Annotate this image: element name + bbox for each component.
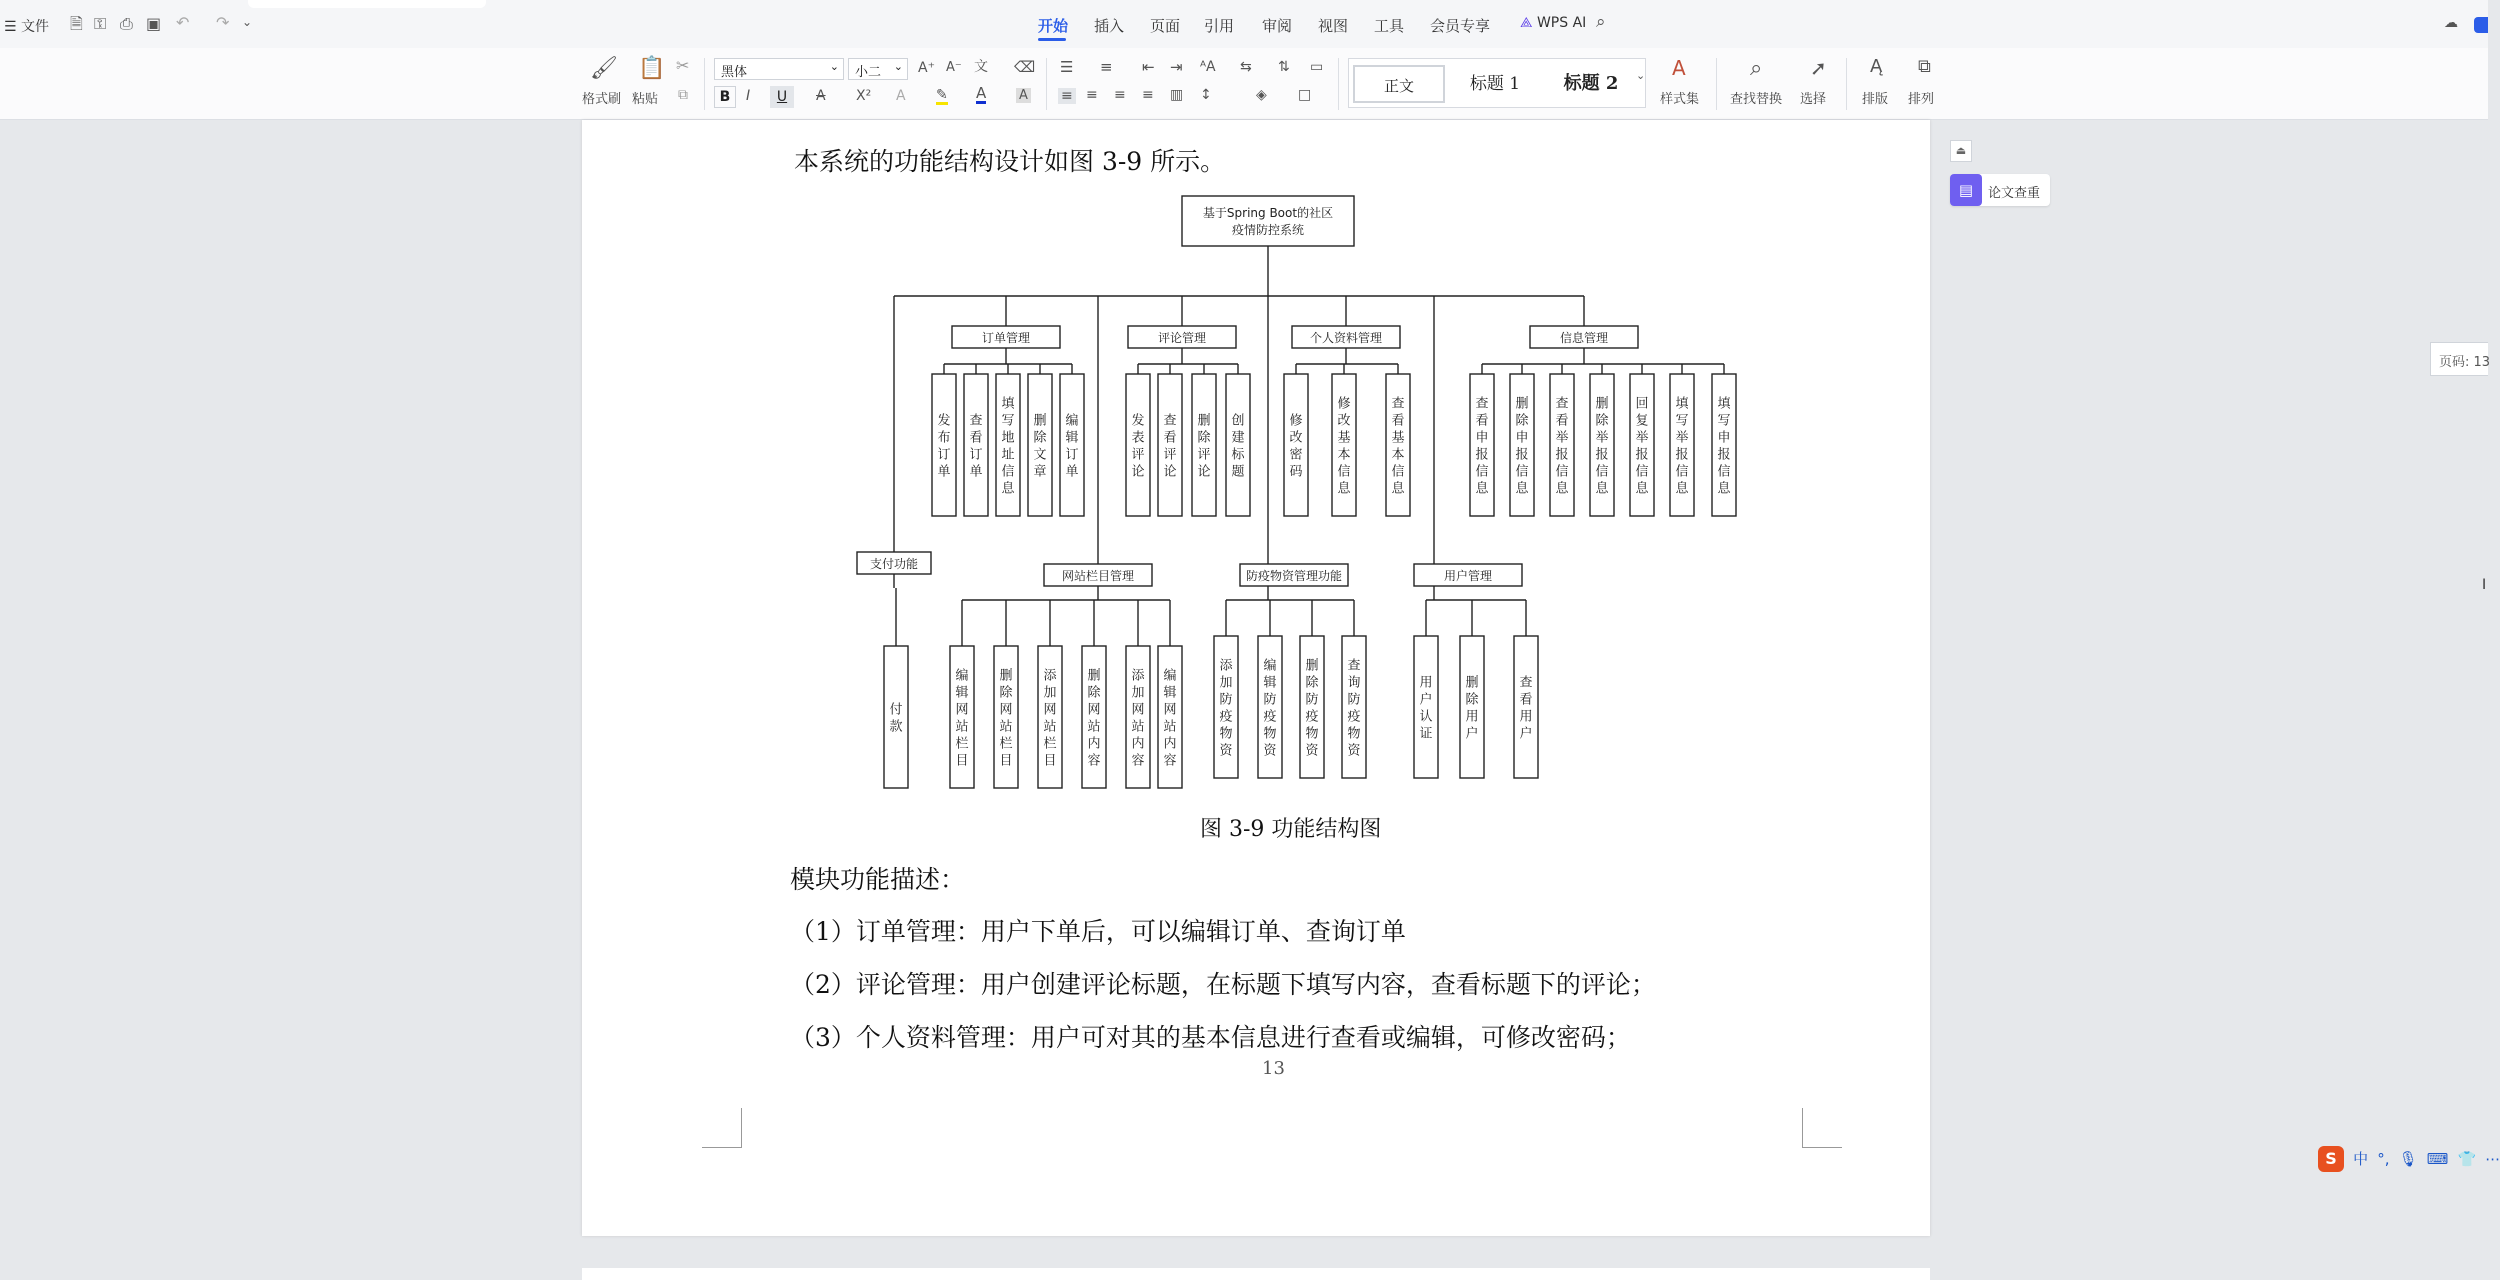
sogou-logo-icon: S bbox=[2318, 1146, 2344, 1172]
leaf-char: 发 bbox=[937, 413, 951, 429]
numbered-list-icon[interactable]: ≡ bbox=[1100, 58, 1113, 76]
leaf-char: 除 bbox=[1305, 675, 1319, 691]
strikethrough-icon[interactable]: A bbox=[816, 88, 826, 104]
top-group-label: 信息管理 bbox=[1559, 331, 1609, 345]
bottom-group-label: 支付功能 bbox=[869, 557, 919, 571]
leaf-char: 证 bbox=[1419, 726, 1433, 742]
leaf-char: 看 bbox=[1391, 413, 1405, 429]
shading-icon[interactable]: ◈ bbox=[1256, 87, 1267, 103]
print-icon[interactable]: ⎙ bbox=[120, 14, 133, 33]
leaf-char: 容 bbox=[1163, 753, 1177, 769]
leaf-char: 款 bbox=[889, 719, 903, 735]
leaf-char: 内 bbox=[1163, 736, 1177, 752]
leaf-char: 站 bbox=[1043, 719, 1057, 735]
leaf-char: 看 bbox=[969, 430, 983, 446]
leaf-char: 评 bbox=[1131, 447, 1145, 463]
mouse-cursor-icon: I bbox=[2482, 577, 2487, 593]
leaf-char: 删 bbox=[1515, 396, 1529, 412]
leaf-char: 信 bbox=[1635, 464, 1649, 480]
select-button[interactable]: 选择 bbox=[1800, 92, 1827, 107]
leaf-char: 站 bbox=[999, 719, 1013, 735]
tab-1[interactable]: 插入 bbox=[1094, 17, 1125, 35]
leaf-char: 除 bbox=[1515, 413, 1529, 429]
leaf-char: 疫 bbox=[1347, 709, 1361, 725]
leaf-char: 息 bbox=[1337, 481, 1351, 497]
page-number: 13 bbox=[1262, 1058, 1285, 1079]
more-icon[interactable]: ⋯ bbox=[2485, 1150, 2500, 1168]
search-icon[interactable]: ⌕ bbox=[1596, 12, 1606, 32]
wps-ai-button[interactable]: ⟁ WPS AI bbox=[1520, 15, 1587, 31]
leaf-char: 息 bbox=[1675, 481, 1689, 497]
format-painter-icon: 🖌 bbox=[590, 56, 618, 81]
leaf-char: 辑 bbox=[1065, 430, 1079, 446]
tab-7[interactable]: 会员专享 bbox=[1430, 17, 1491, 35]
leaf-char: 信 bbox=[1001, 464, 1015, 480]
leaf-char: 疫 bbox=[1305, 709, 1319, 725]
align-left-icon[interactable]: ≡ bbox=[1058, 88, 1076, 104]
layout-button[interactable]: 排版 bbox=[1862, 92, 1889, 107]
wps-ai-icon: ⟁ bbox=[1520, 15, 1533, 31]
undo-icon[interactable]: ↶ bbox=[176, 13, 190, 32]
leaf-char: 删 bbox=[999, 668, 1013, 684]
leaf-char: 息 bbox=[1555, 481, 1569, 497]
page-indicator: 页码: 13 bbox=[2430, 342, 2488, 376]
cut-icon[interactable]: ✂ bbox=[676, 56, 690, 75]
leaf-char: 报 bbox=[1515, 447, 1529, 463]
leaf-char: 举 bbox=[1555, 430, 1569, 446]
bottom-group-label: 防疫物资管理功能 bbox=[1245, 569, 1343, 583]
leaf-char: 目 bbox=[1043, 753, 1057, 769]
leaf-char: 报 bbox=[1595, 447, 1609, 463]
bottom-group-label: 网站栏目管理 bbox=[1061, 569, 1135, 583]
text-direction-icon[interactable]: ᴬA bbox=[1200, 59, 1216, 75]
leaf-char: 息 bbox=[1001, 481, 1015, 497]
leaf-char: 举 bbox=[1595, 430, 1609, 446]
distributed-icon[interactable]: ▥ bbox=[1170, 87, 1184, 103]
document-tab[interactable] bbox=[248, 0, 486, 8]
line-spacing-icon[interactable]: ↕ bbox=[1200, 87, 1212, 103]
leaf-char: 基 bbox=[1337, 430, 1351, 446]
root-label-line1: 基于Spring Boot的社区 bbox=[1202, 206, 1334, 220]
leaf-char: 看 bbox=[1475, 413, 1489, 429]
root-box bbox=[1182, 196, 1354, 246]
leaf-char: 添 bbox=[1131, 668, 1145, 684]
leaf-char: 资 bbox=[1347, 743, 1361, 759]
sort-icon[interactable]: ⇅ bbox=[1278, 59, 1290, 75]
leaf-char: 本 bbox=[1337, 447, 1351, 463]
justify-icon[interactable]: ≡ bbox=[1142, 87, 1154, 103]
leaf-char: 目 bbox=[955, 753, 969, 769]
leaf-char: 用 bbox=[1519, 709, 1533, 725]
leaf-char: 网 bbox=[1163, 702, 1177, 718]
top-group-label: 订单管理 bbox=[981, 331, 1031, 345]
key-icon[interactable]: ⚿ bbox=[94, 14, 107, 33]
document-page[interactable] bbox=[582, 120, 1930, 1236]
document-check-icon: ▤ bbox=[1950, 174, 1982, 206]
style-gallery bbox=[1348, 58, 1646, 108]
leaf-char: 防 bbox=[1305, 692, 1319, 708]
punctuation-icon[interactable]: °, bbox=[2377, 1150, 2390, 1168]
leaf-char: 防 bbox=[1263, 692, 1277, 708]
leaf-char: 息 bbox=[1717, 481, 1731, 497]
leaf-char: 加 bbox=[1219, 675, 1233, 691]
leaf-char: 询 bbox=[1347, 675, 1361, 691]
layout-icon: Ą bbox=[1870, 56, 1883, 77]
style-set-button[interactable]: 样式集 bbox=[1660, 92, 1700, 107]
leaf-char: 除 bbox=[1197, 430, 1211, 446]
leaf-char: 章 bbox=[1033, 464, 1047, 480]
increase-indent-icon[interactable]: ⇥ bbox=[1170, 58, 1183, 76]
tab-0[interactable]: 开始 bbox=[1038, 17, 1069, 35]
leaf-char: 辑 bbox=[1163, 685, 1177, 701]
leaf-char: 论 bbox=[1197, 464, 1211, 480]
tab-4[interactable]: 审阅 bbox=[1262, 17, 1293, 35]
leaf-char: 删 bbox=[1197, 413, 1211, 429]
leaf-char: 编 bbox=[1163, 668, 1177, 684]
bottom-group-label: 用户管理 bbox=[1443, 569, 1493, 583]
leaf-char: 物 bbox=[1305, 726, 1319, 742]
top-group-label: 个人资料管理 bbox=[1309, 331, 1383, 345]
file-menu-button[interactable]: ☰ 文件 bbox=[4, 19, 50, 35]
leaf-char: 写 bbox=[1001, 413, 1015, 429]
active-tab-underline bbox=[1038, 38, 1066, 41]
align-center-icon[interactable]: ≡ bbox=[1086, 87, 1098, 103]
font-size-select[interactable]: 小二 ⌄ bbox=[848, 58, 908, 80]
character-shading-icon[interactable]: A bbox=[1016, 88, 1031, 103]
leaf-char: 容 bbox=[1131, 753, 1145, 769]
tab-6[interactable]: 工具 bbox=[1374, 17, 1405, 35]
leaf-char: 论 bbox=[1163, 464, 1177, 480]
microphone-icon[interactable]: 🎙 bbox=[2398, 1150, 2418, 1168]
leaf-char: 户 bbox=[1465, 726, 1479, 742]
leaf-char: 回 bbox=[1635, 396, 1649, 412]
tab-5[interactable]: 视图 bbox=[1318, 17, 1349, 35]
decrease-indent-icon[interactable]: ⇤ bbox=[1142, 58, 1155, 76]
leaf-char: 用 bbox=[1419, 675, 1433, 691]
leaf-char: 查 bbox=[1163, 413, 1177, 429]
leaf-char: 报 bbox=[1635, 447, 1649, 463]
leaf-char: 辑 bbox=[955, 685, 969, 701]
leaf-char: 创 bbox=[1231, 413, 1245, 429]
leaf-char: 除 bbox=[1033, 430, 1047, 446]
leaf-char: 添 bbox=[1219, 658, 1233, 674]
leaf-char: 加 bbox=[1043, 685, 1057, 701]
leaf-char: 户 bbox=[1419, 692, 1433, 708]
leaf-char: 写 bbox=[1717, 413, 1731, 429]
redo-icon[interactable]: ↷ bbox=[216, 13, 230, 32]
leaf-char: 报 bbox=[1717, 447, 1731, 463]
leaf-char: 信 bbox=[1717, 464, 1731, 480]
module-heading[interactable]: 模块功能描述： bbox=[790, 865, 966, 894]
paragraph-comment[interactable]: （2）评论管理：用户创建评论标题，在标题下填写内容，查看标题下的评论； bbox=[790, 970, 1656, 999]
grow-font-icon[interactable]: A⁺ bbox=[918, 60, 935, 76]
leaf-char: 除 bbox=[999, 685, 1013, 701]
leaf-char: 户 bbox=[1519, 726, 1533, 742]
leaf-char: 编 bbox=[1263, 658, 1277, 674]
leaf-char: 息 bbox=[1391, 481, 1405, 497]
clear-format-icon[interactable]: ⌫ bbox=[1014, 58, 1036, 76]
leaf-char: 布 bbox=[937, 430, 951, 446]
leaf-char: 申 bbox=[1475, 430, 1489, 446]
next-page[interactable] bbox=[582, 1268, 1930, 1280]
skin-icon[interactable]: 👕 bbox=[2457, 1150, 2477, 1168]
leaf-char: 地 bbox=[1001, 430, 1015, 446]
save-icon[interactable]: 🗎 bbox=[70, 14, 83, 33]
toolbar-divider bbox=[1046, 58, 1047, 110]
leaf-char: 栏 bbox=[999, 736, 1013, 752]
leaf-char: 内 bbox=[1131, 736, 1145, 752]
leaf-char: 单 bbox=[937, 464, 951, 480]
leaf-char: 息 bbox=[1475, 481, 1489, 497]
leaf-char: 申 bbox=[1515, 430, 1529, 446]
leaf-char: 资 bbox=[1219, 743, 1233, 759]
leaf-char: 订 bbox=[969, 447, 983, 463]
style-normal[interactable]: 正文 bbox=[1353, 65, 1445, 103]
find-replace-icon: ⌕ bbox=[1750, 56, 1763, 81]
superscript-icon[interactable]: X² bbox=[856, 88, 872, 104]
chevron-down-icon[interactable]: ⌄ bbox=[242, 15, 253, 29]
crop-mark-left bbox=[702, 1108, 742, 1148]
leaf-char: 物 bbox=[1263, 726, 1277, 742]
leaf-char: 用 bbox=[1465, 709, 1479, 725]
leaf-char: 信 bbox=[1675, 464, 1689, 480]
leaf-char: 查 bbox=[1519, 675, 1533, 691]
tab-3[interactable]: 引用 bbox=[1204, 17, 1235, 35]
title-bar bbox=[0, 0, 2488, 48]
leaf-char: 删 bbox=[1465, 675, 1479, 691]
leaf-char: 栏 bbox=[955, 736, 969, 752]
leaf-char: 站 bbox=[1163, 719, 1177, 735]
leaf-char: 写 bbox=[1675, 413, 1689, 429]
leaf-char: 站 bbox=[1087, 719, 1101, 735]
leaf-char: 论 bbox=[1131, 464, 1145, 480]
leaf-char: 除 bbox=[1465, 692, 1479, 708]
find-replace-button[interactable]: 查找替换 bbox=[1730, 92, 1783, 107]
leaf-char: 信 bbox=[1595, 464, 1609, 480]
keyboard-icon[interactable]: ⌨ bbox=[2426, 1150, 2449, 1168]
leaf-char: 栏 bbox=[1043, 736, 1057, 752]
line-spacing-options-icon[interactable]: ⇆ bbox=[1240, 59, 1252, 75]
leaf-char: 表 bbox=[1131, 430, 1145, 446]
leaf-char: 看 bbox=[1163, 430, 1177, 446]
leaf-char: 容 bbox=[1087, 753, 1101, 769]
leaf-char: 内 bbox=[1087, 736, 1101, 752]
toolbar-divider bbox=[1716, 58, 1717, 110]
leaf-char: 息 bbox=[1595, 481, 1609, 497]
toolbar-divider bbox=[1846, 58, 1847, 110]
leaf-char: 辑 bbox=[1263, 675, 1277, 691]
leaf-char: 题 bbox=[1231, 464, 1245, 480]
leaf-char: 防 bbox=[1219, 692, 1233, 708]
plagiarism-check-button[interactable]: ▤ 论文查重 bbox=[1950, 174, 2050, 206]
leaf-char: 填 bbox=[1675, 396, 1689, 412]
leaf-char: 删 bbox=[1087, 668, 1101, 684]
leaf-char: 除 bbox=[1595, 413, 1609, 429]
paragraph-order[interactable]: （1）订单管理：用户下单后，可以编辑订单、查询订单 bbox=[790, 917, 1406, 946]
cloud-sync-icon[interactable]: ☁ bbox=[2444, 15, 2458, 31]
crop-mark-right bbox=[1802, 1108, 1842, 1148]
leaf-char: 报 bbox=[1675, 447, 1689, 463]
leaf-char: 信 bbox=[1337, 464, 1351, 480]
font-color-icon[interactable]: A bbox=[976, 84, 987, 102]
leaf-char: 查 bbox=[1475, 396, 1489, 412]
leaf-char: 站 bbox=[1131, 719, 1145, 735]
leaf-char: 网 bbox=[999, 702, 1013, 718]
leaf-char: 资 bbox=[1263, 743, 1277, 759]
chevron-down-icon: ⌄ bbox=[893, 60, 903, 73]
leaf-char: 看 bbox=[1519, 692, 1533, 708]
arrange-icon: ⧉ bbox=[1918, 56, 1931, 77]
format-painter-button[interactable]: 格式刷 bbox=[582, 92, 622, 107]
leaf-char: 修 bbox=[1289, 413, 1303, 429]
leaf-char: 网 bbox=[1131, 702, 1145, 718]
leaf-char: 查 bbox=[1391, 396, 1405, 412]
leaf-char: 信 bbox=[1391, 464, 1405, 480]
font-name-select[interactable]: 黑体 ⌄ bbox=[714, 58, 844, 80]
leaf-char: 密 bbox=[1289, 447, 1303, 463]
leaf-char: 信 bbox=[1555, 464, 1569, 480]
leaf-char: 查 bbox=[1347, 658, 1361, 674]
leaf-char: 填 bbox=[1717, 396, 1731, 412]
toolbar-divider bbox=[1338, 58, 1339, 110]
leaf-char: 防 bbox=[1347, 692, 1361, 708]
leaf-char: 网 bbox=[1043, 702, 1057, 718]
paste-icon: 📋 bbox=[638, 56, 666, 81]
leaf-char: 疫 bbox=[1263, 709, 1277, 725]
leaf-char: 评 bbox=[1163, 447, 1177, 463]
chevron-down-icon: ⌄ bbox=[829, 60, 839, 73]
toolbar-divider bbox=[704, 58, 705, 110]
leaf-char: 站 bbox=[955, 719, 969, 735]
leaf-char: 查 bbox=[969, 413, 983, 429]
leaf-char: 信 bbox=[1515, 464, 1529, 480]
top-group-label: 评论管理 bbox=[1157, 331, 1207, 345]
leaf-char: 加 bbox=[1131, 685, 1145, 701]
arrange-button[interactable]: 排列 bbox=[1908, 92, 1935, 107]
text-effect-icon[interactable]: A bbox=[896, 88, 906, 104]
leaf-char: 报 bbox=[1555, 447, 1569, 463]
leaf-char: 改 bbox=[1337, 413, 1351, 429]
leaf-char: 复 bbox=[1635, 413, 1649, 429]
leaf-char: 目 bbox=[999, 753, 1013, 769]
leaf-char: 删 bbox=[1595, 396, 1609, 412]
style-set-icon: A bbox=[1672, 56, 1686, 80]
leaf-char: 标 bbox=[1231, 447, 1245, 463]
leaf-char: 除 bbox=[1087, 685, 1101, 701]
leaf-char: 订 bbox=[1065, 447, 1079, 463]
leaf-char: 订 bbox=[937, 447, 951, 463]
leaf-char: 改 bbox=[1289, 430, 1303, 446]
leaf-char: 信 bbox=[1475, 464, 1489, 480]
leaf-char: 单 bbox=[1065, 464, 1079, 480]
leaf-char: 付 bbox=[889, 702, 903, 718]
leaf-char: 资 bbox=[1305, 743, 1319, 759]
leaf-char: 物 bbox=[1347, 726, 1361, 742]
input-method-toolbar[interactable] bbox=[2318, 1146, 2500, 1176]
chevron-down-icon[interactable]: ⌄ bbox=[1636, 69, 1646, 82]
style-heading-1[interactable]: 标题 1 bbox=[1469, 74, 1521, 94]
collapse-panel-button[interactable]: ⏏ bbox=[1950, 140, 1972, 162]
copy-icon[interactable]: ⧉ bbox=[678, 87, 688, 103]
leaf-char: 修 bbox=[1337, 396, 1351, 412]
leaf-char: 息 bbox=[1635, 481, 1649, 497]
leaf-char: 网 bbox=[1087, 702, 1101, 718]
leaf-char: 评 bbox=[1197, 447, 1211, 463]
function-structure-diagram bbox=[582, 190, 1930, 910]
border-icon[interactable]: □ bbox=[1298, 87, 1312, 103]
leaf-char: 疫 bbox=[1219, 709, 1233, 725]
leaf-char: 址 bbox=[1001, 447, 1015, 463]
leaf-char: 本 bbox=[1391, 447, 1405, 463]
leaf-char: 网 bbox=[955, 702, 969, 718]
leaf-char: 物 bbox=[1219, 726, 1233, 742]
account-icon[interactable] bbox=[2474, 17, 2488, 33]
leaf-char: 添 bbox=[1043, 668, 1057, 684]
leaf-char: 发 bbox=[1131, 413, 1145, 429]
leaf-char: 删 bbox=[1033, 413, 1047, 429]
leaf-char: 删 bbox=[1305, 658, 1319, 674]
leaf-char: 填 bbox=[1001, 396, 1015, 412]
leaf-char: 息 bbox=[1515, 481, 1529, 497]
leaf-char: 单 bbox=[969, 464, 983, 480]
leaf-char: 查 bbox=[1555, 396, 1569, 412]
underline-button[interactable]: U bbox=[770, 86, 794, 108]
leaf-char: 举 bbox=[1635, 430, 1649, 446]
phonetic-guide-icon[interactable]: 文 bbox=[974, 59, 988, 75]
bullet-list-icon[interactable]: ☰ bbox=[1060, 58, 1074, 76]
figure-caption[interactable]: 图 3-9 功能结构图 bbox=[1200, 817, 1382, 842]
tab-2[interactable]: 页面 bbox=[1150, 17, 1181, 35]
intro-paragraph[interactable]: 本系统的功能结构设计如图 3-9 所示。 bbox=[794, 147, 1226, 176]
leaf-char: 建 bbox=[1231, 430, 1245, 446]
leaf-char: 编 bbox=[955, 668, 969, 684]
shrink-font-icon[interactable]: A⁻ bbox=[946, 60, 962, 75]
leaf-char: 报 bbox=[1475, 447, 1489, 463]
select-cursor-icon: ➚ bbox=[1810, 56, 1827, 80]
paste-button[interactable]: 粘贴 bbox=[632, 92, 659, 107]
leaf-char: 举 bbox=[1675, 430, 1689, 446]
leaf-char: 编 bbox=[1065, 413, 1079, 429]
leaf-char: 文 bbox=[1033, 447, 1047, 463]
leaf-char: 看 bbox=[1555, 413, 1569, 429]
paragraph-profile[interactable]: （3）个人资料管理：用户可对其的基本信息进行查看或编辑，可修改密码； bbox=[790, 1023, 1631, 1052]
print-preview-icon[interactable]: ▣ bbox=[146, 14, 162, 33]
table-icon[interactable]: ▭ bbox=[1310, 59, 1324, 75]
italic-icon[interactable]: I bbox=[746, 88, 751, 104]
leaf-char: 码 bbox=[1289, 464, 1303, 480]
leaf-char: 基 bbox=[1391, 430, 1405, 446]
style-heading-2[interactable]: 标题 2 bbox=[1563, 73, 1619, 94]
chinese-mode-icon[interactable]: 中 bbox=[2353, 1150, 2369, 1168]
highlight-icon[interactable]: ✎ bbox=[936, 87, 948, 103]
leaf-char: 认 bbox=[1419, 709, 1433, 725]
align-right-icon[interactable]: ≡ bbox=[1114, 87, 1126, 103]
root-label-line2: 疫情防控系统 bbox=[1231, 223, 1305, 237]
bold-button[interactable]: B bbox=[714, 86, 736, 108]
leaf-char: 申 bbox=[1717, 430, 1731, 446]
